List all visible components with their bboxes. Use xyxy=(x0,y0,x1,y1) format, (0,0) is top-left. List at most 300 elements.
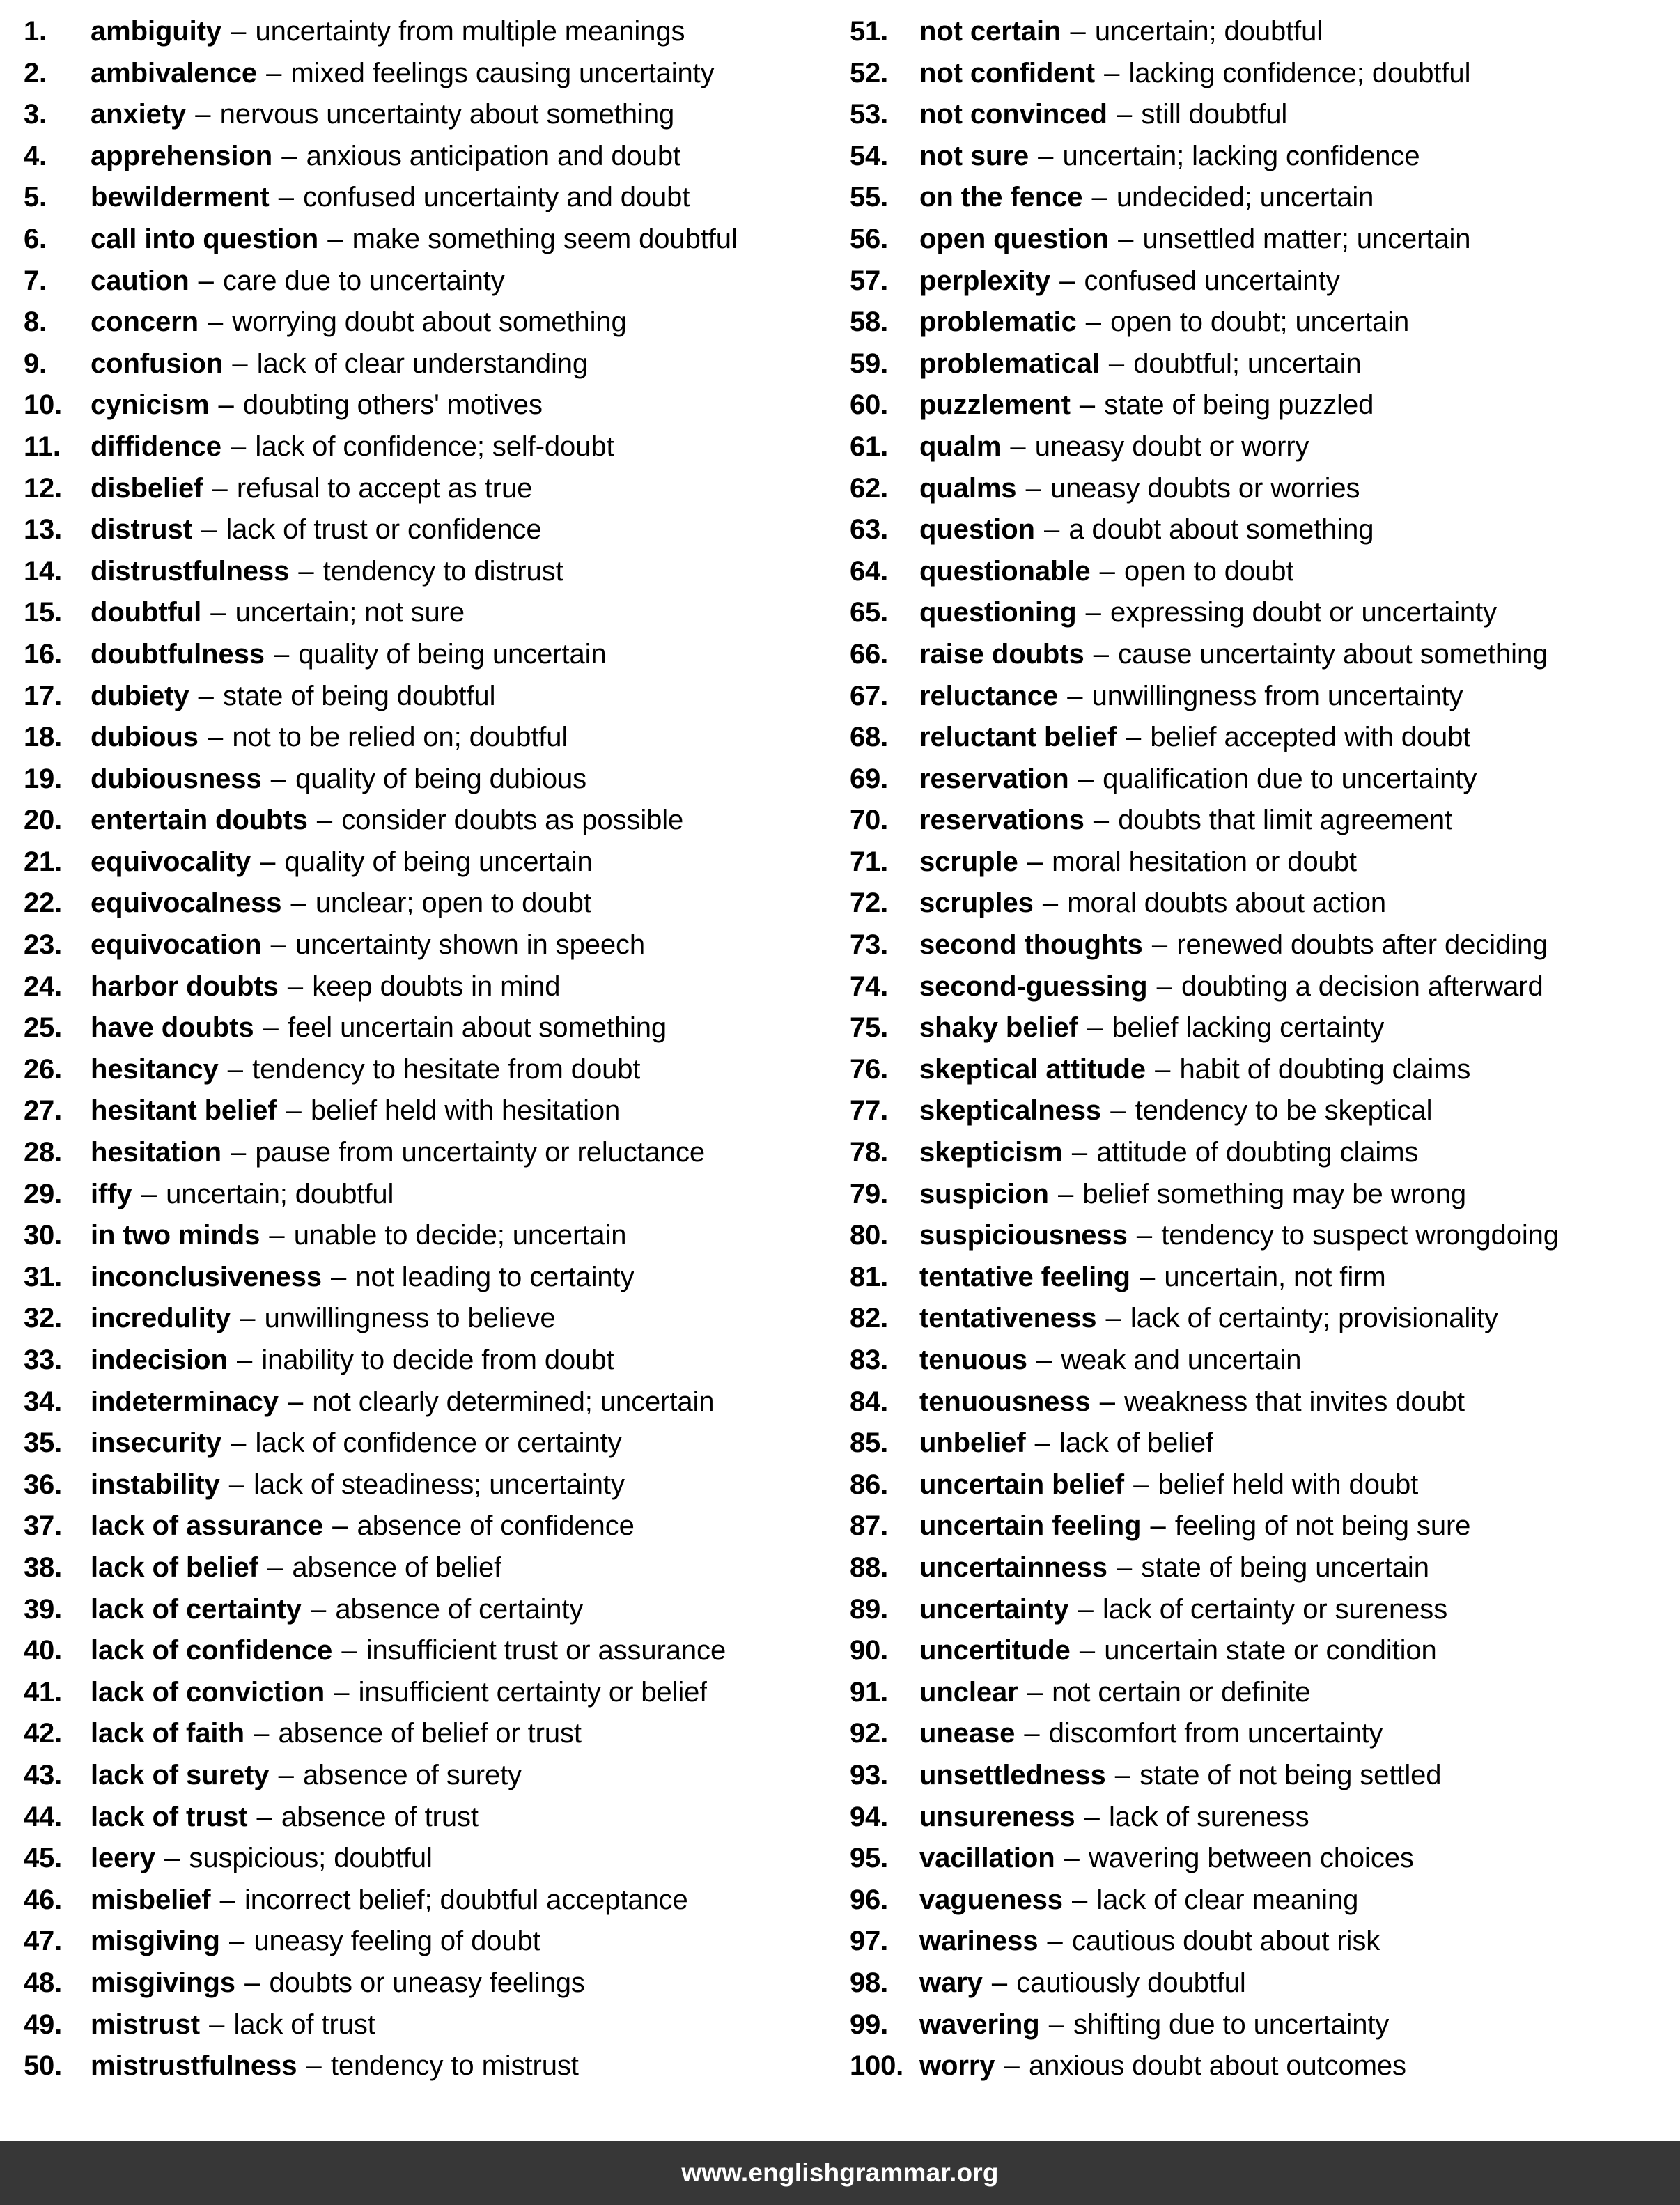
list-item xyxy=(24,1174,834,1216)
list-item-definition: uncertainty from multiple meanings xyxy=(255,16,685,47)
list-item-definition: state of being doubtful xyxy=(223,680,496,711)
list-item xyxy=(24,924,834,966)
list-item-separator: – xyxy=(1027,846,1043,877)
list-item xyxy=(24,966,834,1008)
list-item-separator: – xyxy=(231,1137,247,1168)
list-item-body xyxy=(91,468,532,510)
list-item-definition: lack of clear understanding xyxy=(256,348,589,379)
list-item-definition: uncertain; doubtful xyxy=(166,1178,394,1209)
list-item-term: skeptical attitude xyxy=(919,1053,1146,1085)
list-item-definition: not leading to certainty xyxy=(355,1261,635,1292)
list-item-body xyxy=(91,1713,582,1755)
list-item-separator: – xyxy=(1126,722,1142,753)
list-item-body xyxy=(919,1257,1386,1299)
list-item-term: concern xyxy=(91,307,199,338)
list-item-separator: – xyxy=(1085,307,1101,338)
list-item-separator: – xyxy=(260,846,276,877)
list-item-definition: state of being uncertain xyxy=(1141,1552,1429,1583)
list-item-definition: shifting due to uncertainty xyxy=(1073,2009,1390,2040)
list-item-term: wavering xyxy=(919,2009,1040,2040)
list-item-body xyxy=(919,1090,1432,1132)
list-item-term: confusion xyxy=(91,348,224,379)
list-item xyxy=(850,1090,1674,1132)
list-item-definition: open to doubt; uncertain xyxy=(1110,307,1410,338)
list-item xyxy=(850,1672,1674,1714)
list-item-number: 61. xyxy=(850,431,889,462)
list-item-definition: worrying doubt about something xyxy=(232,307,627,338)
list-item-body xyxy=(919,302,1409,343)
list-item xyxy=(850,800,1674,842)
list-item-separator: – xyxy=(1151,929,1168,961)
list-item-separator: – xyxy=(1156,970,1172,1002)
list-item xyxy=(24,1755,834,1797)
list-item xyxy=(850,302,1674,343)
list-item-number: 18. xyxy=(24,722,63,753)
list-item-term: open question xyxy=(919,223,1110,254)
list-item xyxy=(850,1340,1674,1382)
list-item-number: 96. xyxy=(850,1884,889,1915)
list-item-body xyxy=(919,1921,1380,1963)
list-item-term: equivocation xyxy=(91,929,262,961)
list-item-body xyxy=(91,1464,625,1506)
list-item-definition: uneasy doubts or worries xyxy=(1050,472,1360,504)
list-item-separator: – xyxy=(332,1510,348,1542)
list-item-separator: – xyxy=(1064,1843,1080,1874)
list-item-definition: qualification due to uncertainty xyxy=(1103,763,1477,794)
list-item-number: 16. xyxy=(24,638,63,670)
list-item-separator: – xyxy=(164,1843,180,1874)
list-item-body xyxy=(91,2045,579,2087)
list-item-separator: – xyxy=(244,1967,260,1998)
list-item-separator: – xyxy=(141,1178,157,1209)
list-item-definition: renewed doubts after deciding xyxy=(1176,929,1548,961)
list-item-term: skepticism xyxy=(919,1137,1063,1168)
list-item-term: harbor doubts xyxy=(91,970,279,1002)
list-item-body xyxy=(919,177,1374,219)
list-item xyxy=(24,94,834,136)
list-item-definition: absence of belief or trust xyxy=(278,1718,582,1749)
list-item-separator: – xyxy=(231,431,247,462)
list-item xyxy=(850,1174,1674,1216)
list-item-definition: discomfort from uncertainty xyxy=(1048,1718,1383,1749)
list-item xyxy=(850,717,1674,759)
list-item-number: 58. xyxy=(850,307,889,338)
list-item-body xyxy=(91,426,614,468)
list-item-separator: – xyxy=(1044,514,1060,546)
list-item-term: tentativeness xyxy=(919,1303,1097,1334)
list-item-body xyxy=(919,1672,1310,1714)
list-item-body xyxy=(91,1340,614,1382)
list-item-term: ambivalence xyxy=(91,57,258,88)
list-item-body xyxy=(919,966,1543,1008)
list-item-definition: cautiously doubtful xyxy=(1016,1967,1246,1998)
list-item-definition: doubtful; uncertain xyxy=(1133,348,1362,379)
list-item-separator: – xyxy=(254,1718,270,1749)
list-item-body xyxy=(919,759,1477,800)
list-item-term: not convinced xyxy=(919,99,1107,130)
list-item-separator: – xyxy=(288,1386,304,1417)
list-item-body xyxy=(919,1423,1213,1464)
list-item-term: have doubts xyxy=(91,1012,254,1044)
list-item-definition: weak and uncertain xyxy=(1061,1345,1302,1375)
list-item xyxy=(850,177,1674,219)
list-item xyxy=(24,1506,834,1547)
list-item-definition: weakness that invites doubt xyxy=(1124,1386,1465,1417)
list-item xyxy=(850,1049,1674,1091)
list-item-definition: inability to decide from doubt xyxy=(261,1345,614,1375)
list-item-term: second-guessing xyxy=(919,970,1148,1002)
list-item xyxy=(850,1547,1674,1589)
list-item-body xyxy=(919,717,1470,759)
list-item-term: in two minds xyxy=(91,1220,260,1251)
list-item-definition: feel uncertain about something xyxy=(288,1012,667,1044)
list-item-separator: – xyxy=(1084,1801,1100,1832)
list-item-body xyxy=(91,1257,634,1299)
list-item-term: uncertitude xyxy=(919,1635,1071,1666)
list-item-body xyxy=(919,426,1309,468)
list-item-body xyxy=(91,1921,540,1963)
list-item-definition: lack of clear meaning xyxy=(1096,1884,1359,1915)
list-item-definition: feeling of not being sure xyxy=(1174,1510,1471,1542)
list-item-definition: insufficient trust or assurance xyxy=(366,1635,726,1666)
list-item-definition: quality of being dubious xyxy=(295,763,587,794)
list-item-body xyxy=(91,1880,688,1921)
list-item xyxy=(850,53,1674,95)
list-item-body xyxy=(91,634,607,676)
list-item-definition: unclear; open to doubt xyxy=(315,888,591,919)
list-item-separator: – xyxy=(274,638,290,670)
list-item-term: vacillation xyxy=(919,1843,1055,1874)
list-item-term: reservation xyxy=(919,763,1069,794)
list-item xyxy=(850,1921,1674,1963)
list-item-body xyxy=(91,219,738,261)
list-item-number: 98. xyxy=(850,1967,889,1998)
list-item-definition: quality of being uncertain xyxy=(298,638,607,670)
list-item-number: 24. xyxy=(24,970,63,1002)
list-item-separator: – xyxy=(1034,1428,1050,1459)
list-item-number: 43. xyxy=(24,1759,63,1790)
list-item xyxy=(24,883,834,924)
list-item-term: shaky belief xyxy=(919,1012,1078,1044)
list-item-number: 81. xyxy=(850,1261,889,1292)
list-item-separator: – xyxy=(1133,1469,1149,1500)
list-item-body xyxy=(919,136,1420,178)
list-item-number: 54. xyxy=(850,140,889,171)
list-item xyxy=(850,1506,1674,1547)
list-item xyxy=(24,136,834,178)
list-item-number: 32. xyxy=(24,1303,63,1334)
list-item-number: 42. xyxy=(24,1718,63,1749)
list-item-separator: – xyxy=(1025,472,1041,504)
list-item-separator: – xyxy=(991,1967,1008,1998)
list-item-term: disbelief xyxy=(91,472,203,504)
list-item-body xyxy=(91,1049,640,1091)
list-item-body xyxy=(919,1547,1429,1589)
list-item-body xyxy=(91,883,591,924)
list-item-body xyxy=(919,800,1452,842)
list-item-number: 72. xyxy=(850,888,889,919)
list-item xyxy=(850,966,1674,1008)
list-item-separator: – xyxy=(1105,1303,1121,1334)
list-item-body xyxy=(91,1090,620,1132)
list-item-term: not confident xyxy=(919,57,1095,88)
list-item-definition: state of not being settled xyxy=(1140,1759,1442,1790)
list-item-definition: not clearly determined; uncertain xyxy=(312,1386,715,1417)
list-item-definition: tendency to suspect wrongdoing xyxy=(1161,1220,1559,1251)
list-item-separator: – xyxy=(290,888,306,919)
list-item-term: hesitation xyxy=(91,1137,221,1168)
list-item-body xyxy=(919,1049,1470,1091)
list-item-separator: – xyxy=(287,970,304,1002)
list-item-term: suspiciousness xyxy=(919,1220,1128,1251)
list-item-term: iffy xyxy=(91,1178,132,1209)
list-item-separator: – xyxy=(1099,555,1115,587)
list-item-term: skepticalness xyxy=(919,1095,1102,1127)
list-item-definition: uncertain, not firm xyxy=(1164,1261,1386,1292)
list-item-separator: – xyxy=(267,1552,283,1583)
list-item-body xyxy=(91,924,645,966)
list-item-separator: – xyxy=(1010,431,1026,462)
list-item xyxy=(24,468,834,510)
list-item-separator: – xyxy=(1047,1926,1063,1957)
list-item-body xyxy=(919,94,1287,136)
list-item-definition: undecided; uncertain xyxy=(1116,182,1374,213)
list-item-body xyxy=(919,385,1374,426)
list-item-number: 75. xyxy=(850,1012,889,1044)
list-item-number: 5. xyxy=(24,182,47,213)
list-item-definition: lack of certainty; provisionality xyxy=(1130,1303,1498,1334)
list-item xyxy=(850,343,1674,385)
list-item-term: scruple xyxy=(919,846,1018,877)
list-item-term: lack of confidence xyxy=(91,1635,333,1666)
list-item-number: 36. xyxy=(24,1469,63,1500)
list-item xyxy=(850,1257,1674,1299)
list-item-term: indecision xyxy=(91,1345,228,1375)
list-item-number: 7. xyxy=(24,265,47,296)
list-item-definition: unwillingness from uncertainty xyxy=(1091,680,1463,711)
list-item-number: 88. xyxy=(850,1552,889,1583)
list-item-number: 4. xyxy=(24,140,47,171)
list-item-term: lack of faith xyxy=(91,1718,244,1749)
list-item-number: 84. xyxy=(850,1386,889,1417)
list-item-separator: – xyxy=(334,1676,350,1708)
list-item xyxy=(24,1257,834,1299)
list-item-term: inconclusiveness xyxy=(91,1261,322,1292)
list-item-definition: lack of confidence; self-doubt xyxy=(255,431,614,462)
list-item-definition: quality of being uncertain xyxy=(284,846,593,877)
list-item-definition: a doubt about something xyxy=(1068,514,1374,546)
list-item-definition: uneasy feeling of doubt xyxy=(254,1926,540,1957)
list-item-separator: – xyxy=(1042,888,1059,919)
list-item-separator: – xyxy=(311,1593,327,1625)
list-item xyxy=(24,1838,834,1880)
list-item-separator: – xyxy=(281,140,297,171)
list-item-term: question xyxy=(919,514,1035,546)
list-item-separator: – xyxy=(207,722,224,753)
list-item-definition: pause from uncertainty or reluctance xyxy=(255,1137,706,1168)
list-item xyxy=(24,302,834,343)
list-item-number: 85. xyxy=(850,1428,889,1459)
list-item-definition: expressing doubt or uncertainty xyxy=(1110,597,1498,628)
list-item-number: 37. xyxy=(24,1510,63,1542)
list-item-body xyxy=(91,551,563,593)
list-item-number: 35. xyxy=(24,1428,63,1459)
list-item-separator: – xyxy=(1139,1261,1156,1292)
list-item-separator: – xyxy=(218,389,234,421)
list-item-term: mistrustfulness xyxy=(91,2050,297,2082)
list-item xyxy=(24,1298,834,1340)
list-item-number: 65. xyxy=(850,597,889,628)
list-item-term: not sure xyxy=(919,140,1029,171)
list-item-number: 56. xyxy=(850,223,889,254)
list-item-term: equivocalness xyxy=(91,888,282,919)
list-item-separator: – xyxy=(201,514,217,546)
list-item-term: dubiousness xyxy=(91,763,262,794)
list-item-body xyxy=(919,1630,1437,1672)
list-item-body xyxy=(919,1589,1447,1631)
list-item-body xyxy=(919,1007,1384,1049)
list-item-body xyxy=(919,2004,1389,2046)
list-item xyxy=(24,261,834,302)
list-item-term: bewilderment xyxy=(91,182,270,213)
list-item-number: 39. xyxy=(24,1593,63,1625)
list-item xyxy=(850,1132,1674,1174)
list-item-body xyxy=(91,800,683,842)
list-item-term: call into question xyxy=(91,223,319,254)
list-item-term: lack of surety xyxy=(91,1759,270,1790)
list-item-number: 49. xyxy=(24,2009,63,2040)
list-item-body xyxy=(919,261,1340,302)
list-item-term: unclear xyxy=(919,1676,1018,1708)
list-item xyxy=(850,385,1674,426)
list-item-body xyxy=(919,842,1357,883)
list-item-number: 2. xyxy=(24,57,47,88)
list-item-separator: – xyxy=(1048,2009,1064,2040)
list-item-definition: unwillingness to believe xyxy=(264,1303,556,1334)
list-item-term: problematic xyxy=(919,307,1077,338)
list-item-term: lack of assurance xyxy=(91,1510,324,1542)
list-item-term: ambiguity xyxy=(91,16,222,47)
list-item-separator: – xyxy=(1079,389,1096,421)
list-item xyxy=(24,1589,834,1631)
list-item-body xyxy=(919,53,1470,95)
list-item-definition: belief held with hesitation xyxy=(310,1095,621,1127)
list-item-number: 38. xyxy=(24,1552,63,1583)
list-item-separator: – xyxy=(231,1428,247,1459)
list-item xyxy=(850,1713,1674,1755)
list-item xyxy=(24,11,834,53)
list-item xyxy=(850,551,1674,593)
list-item-definition: belief lacking certainty xyxy=(1112,1012,1385,1044)
list-item xyxy=(24,1713,834,1755)
list-item-body xyxy=(919,883,1386,924)
list-item-body xyxy=(919,1298,1498,1340)
list-item xyxy=(24,1797,834,1839)
list-item-number: 89. xyxy=(850,1593,889,1625)
list-item-separator: – xyxy=(270,763,286,794)
list-item-definition: lack of sureness xyxy=(1109,1801,1309,1832)
list-item-term: unbelief xyxy=(919,1428,1026,1459)
list-item-body xyxy=(91,966,560,1008)
list-item-number: 93. xyxy=(850,1759,889,1790)
list-item-term: incredulity xyxy=(91,1303,231,1334)
list-item-body xyxy=(919,676,1463,718)
list-item-number: 73. xyxy=(850,929,889,961)
list-item-number: 86. xyxy=(850,1469,889,1500)
list-item-term: leery xyxy=(91,1843,155,1874)
list-item-term: lack of certainty xyxy=(91,1593,302,1625)
list-item-number: 13. xyxy=(24,514,63,546)
list-item-separator: – xyxy=(266,57,282,88)
list-item-number: 57. xyxy=(850,265,889,296)
list-item-number: 62. xyxy=(850,472,889,504)
list-item xyxy=(850,1880,1674,1921)
list-item-number: 94. xyxy=(850,1801,889,1832)
list-item-separator: – xyxy=(1093,805,1110,836)
list-item-separator: – xyxy=(231,16,247,47)
list-item-term: dubiety xyxy=(91,680,189,711)
list-item xyxy=(24,1630,834,1672)
list-column-right xyxy=(840,11,1680,2141)
list-item-number: 48. xyxy=(24,1967,63,1998)
list-item-number: 15. xyxy=(24,597,63,628)
list-item-definition: habit of doubting claims xyxy=(1179,1053,1471,1085)
list-item-body xyxy=(919,924,1548,966)
list-item-definition: confused uncertainty and doubt xyxy=(303,182,690,213)
list-item xyxy=(24,53,834,95)
list-item-definition: confused uncertainty xyxy=(1084,265,1340,296)
list-item-number: 71. xyxy=(850,846,889,877)
list-item-separator: – xyxy=(195,99,211,130)
list-item-term: uncertain belief xyxy=(919,1469,1125,1500)
list-item-number: 28. xyxy=(24,1137,63,1168)
list-item-number: 67. xyxy=(850,680,889,711)
list-item-term: problematical xyxy=(919,348,1100,379)
list-item-separator: – xyxy=(1104,57,1120,88)
list-item-definition: not certain or definite xyxy=(1052,1676,1311,1708)
list-item-definition: anxious doubt about outcomes xyxy=(1028,2050,1406,2082)
list-item xyxy=(24,676,834,718)
list-item-separator: – xyxy=(306,2050,322,2082)
list-item-definition: cautious doubt about risk xyxy=(1071,1926,1380,1957)
list-item-number: 97. xyxy=(850,1926,889,1957)
list-item-term: raise doubts xyxy=(919,638,1084,670)
list-item-term: tentative feeling xyxy=(919,1261,1130,1292)
list-item-body xyxy=(91,1672,707,1714)
list-item-term: on the fence xyxy=(919,182,1083,213)
list-item-body xyxy=(91,1547,501,1589)
list-item-separator: – xyxy=(1091,182,1107,213)
list-item-number: 44. xyxy=(24,1801,63,1832)
list-item-definition: mixed feelings causing uncertainty xyxy=(290,57,715,88)
list-item-body xyxy=(919,1838,1414,1880)
list-item-number: 19. xyxy=(24,763,63,794)
list-item xyxy=(24,1672,834,1714)
list-item-definition: tendency to mistrust xyxy=(330,2050,579,2082)
list-item-term: uncertainness xyxy=(919,1552,1107,1583)
list-item-separator: – xyxy=(1072,1884,1088,1915)
list-item-term: anxiety xyxy=(91,99,187,130)
list-item-body xyxy=(91,1132,705,1174)
list-item xyxy=(850,676,1674,718)
list-item-term: apprehension xyxy=(91,140,273,171)
list-item-number: 95. xyxy=(850,1843,889,1874)
list-item-term: uncertain feeling xyxy=(919,1510,1142,1542)
list-item-definition: lack of trust xyxy=(233,2009,375,2040)
list-item-body xyxy=(919,1880,1358,1921)
list-item-separator: – xyxy=(1118,223,1134,254)
list-item-number: 50. xyxy=(24,2050,63,2082)
